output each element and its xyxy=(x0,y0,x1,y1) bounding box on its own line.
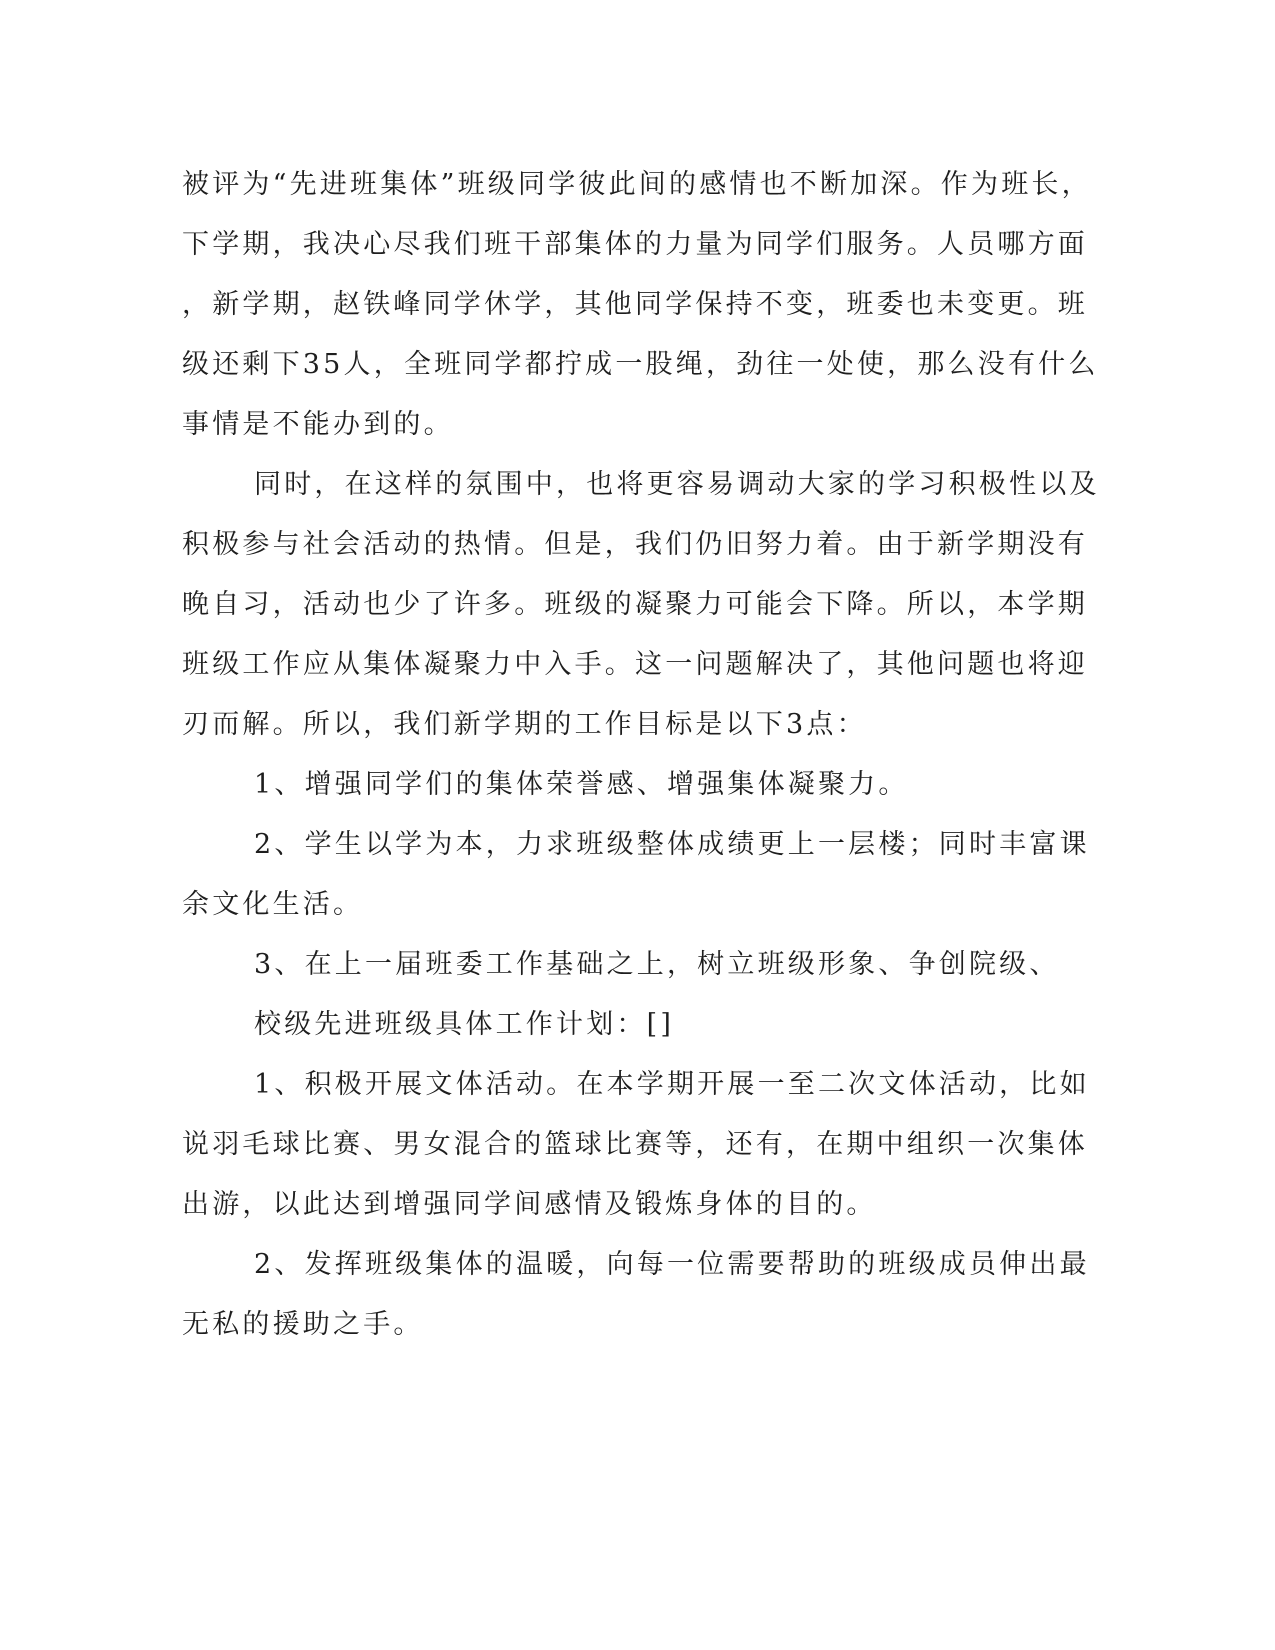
text-line: 班级工作应从集体凝聚力中入手。这一问题解决了，其他问题也将迎 xyxy=(182,649,1088,680)
text-line: 余文化生活。 xyxy=(182,889,364,920)
text-line: 校级先进班级具体工作计划：[] xyxy=(254,1009,675,1040)
text-line: ，新学期，赵铁峰同学休学，其他同学保持不变，班委也未变更。班 xyxy=(182,289,1088,320)
text-line: 出游，以此达到增强同学间感情及锻炼身体的目的。 xyxy=(182,1189,877,1220)
text-line: 说羽毛球比赛、男女混合的篮球比赛等，还有，在期中组织一次集体 xyxy=(182,1129,1088,1160)
text-line: 级还剩下35人，全班同学都拧成一股绳，劲往一处使，那么没有什么 xyxy=(182,349,1099,380)
text-line: 2、发挥班级集体的温暖，向每一位需要帮助的班级成员伸出最 xyxy=(254,1249,1090,1280)
body-text xyxy=(182,155,1100,1355)
text-line: 3、在上一届班委工作基础之上，树立班级形象、争创院级、 xyxy=(254,949,1060,980)
text-line: 积极参与社会活动的热情。但是，我们仍旧努力着。由于新学期没有 xyxy=(182,529,1088,560)
text-line: 同时，在这样的氛围中，也将更容易调动大家的学习积极性以及 xyxy=(254,469,1100,500)
text-line: 事情是不能办到的。 xyxy=(182,409,454,440)
text-line: 被评为“先进班集体”班级同学彼此间的感情也不断加深。作为班长， xyxy=(182,169,1092,200)
text-line: 下学期，我决心尽我们班干部集体的力量为同学们服务。人员哪方面 xyxy=(182,229,1088,260)
text-line: 1、增强同学们的集体荣誉感、增强集体凝聚力。 xyxy=(254,769,909,800)
text-line: 2、学生以学为本，力求班级整体成绩更上一层楼；同时丰富课 xyxy=(254,829,1090,860)
text-line: 刃而解。所以，我们新学期的工作目标是以下3点： xyxy=(182,709,867,740)
text-line: 晚自习，活动也少了许多。班级的凝聚力可能会下降。所以，本学期 xyxy=(182,589,1088,620)
text-line: 无私的援助之手。 xyxy=(182,1309,424,1340)
text-line: 1、积极开展文体活动。在本学期开展一至二次文体活动，比如 xyxy=(254,1069,1090,1100)
